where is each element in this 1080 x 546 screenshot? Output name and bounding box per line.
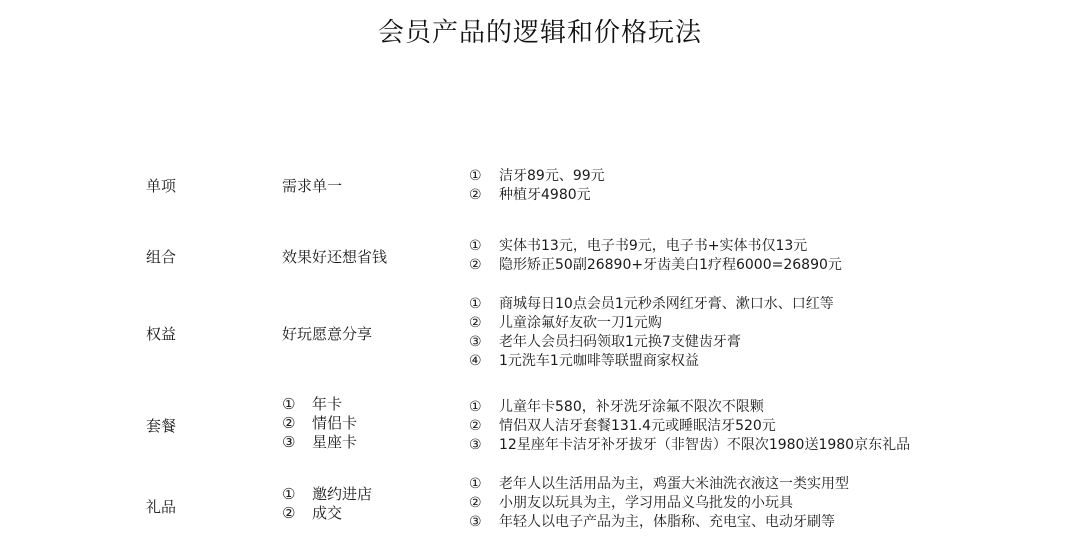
- list-item: ② 种植牙4980元: [469, 187, 591, 203]
- list-item: ③ 老年人会员扫码领取1元换7支健齿牙膏: [469, 334, 741, 350]
- row-description: 效果好还想省钱: [282, 248, 388, 266]
- row-items: [469, 167, 605, 205]
- row-items: [469, 475, 849, 532]
- row-category: 套餐: [146, 417, 177, 435]
- row-items: [469, 398, 910, 455]
- row-options: [282, 395, 357, 452]
- list-item: ③ 年轻人以电子产品为主，体脂称、充电宝、电动牙刷等: [469, 514, 835, 530]
- list-item: ② 成交: [282, 504, 343, 522]
- list-item: ① 老年人以生活用品为主，鸡蛋大米油洗衣液这一类实用型: [469, 476, 849, 492]
- row-category: 组合: [146, 248, 177, 266]
- list-item: ① 洁牙89元、99元: [469, 168, 605, 184]
- list-item: ③ 星座卡: [282, 433, 358, 451]
- row-description: 好玩愿意分享: [282, 325, 373, 343]
- list-item: ② 情侣卡: [282, 414, 358, 432]
- page-title: 会员产品的逻辑和价格玩法: [377, 18, 702, 48]
- list-item: ① 儿童年卡580，补牙洗牙涂氟不限次不限颗: [469, 399, 764, 415]
- row-category: 单项: [146, 177, 177, 195]
- list-item: ④ 1元洗车1元咖啡等联盟商家权益: [469, 353, 699, 369]
- list-item: ① 商城每日10点会员1元秒杀网红牙膏、漱口水、口红等: [469, 296, 834, 312]
- list-item: ① 实体书13元，电子书9元，电子书+实体书仅13元: [469, 238, 808, 254]
- list-item: ① 邀约进店: [282, 485, 373, 503]
- row-options: [282, 485, 372, 523]
- list-item: ① 年卡: [282, 395, 343, 413]
- row-description: 需求单一: [282, 177, 343, 195]
- list-item: ② 隐形矫正50副26890+牙齿美白1疗程6000=26890元: [469, 257, 842, 273]
- row-category: 权益: [146, 325, 177, 343]
- list-item: ② 情侣双人洁牙套餐131.4元或睡眠洁牙520元: [469, 418, 776, 434]
- row-category: 礼品: [146, 498, 177, 516]
- row-items: [469, 295, 834, 371]
- row-items: [469, 237, 842, 275]
- list-item: ② 儿童涂氟好友砍一刀1元购: [469, 315, 662, 331]
- list-item: ③ 12星座年卡洁牙补牙拔牙（非智齿）不限次1980送1980京东礼品: [469, 437, 911, 453]
- list-item: ② 小朋友以玩具为主，学习用品义乌批发的小玩具: [469, 495, 793, 511]
